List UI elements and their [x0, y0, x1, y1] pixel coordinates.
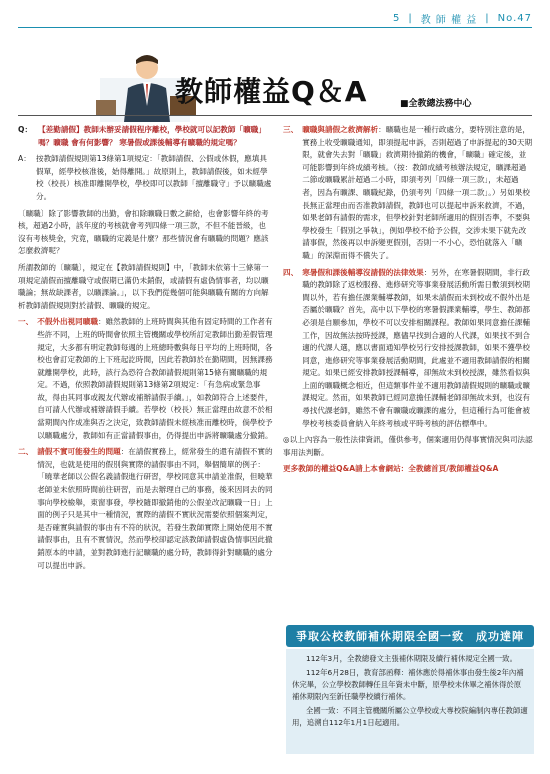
answer-paragraph: 〔曠職〕除了影響教師的出勤，會扣除曠職日數之薪給，也會影響年終的考核，超過2小時，該年度的考核就會考列四條一項三款，不但不能晉級，也沒有考核獎金，究竟，曠職的定義是什麼？那些情況會有曠職的問題？應該怎麼救濟呢？	[18, 208, 269, 256]
news-box	[286, 649, 534, 754]
section-number: 二、	[18, 447, 34, 457]
left-column	[18, 124, 273, 572]
answer-label: A：	[18, 154, 31, 164]
header-separator: |	[485, 13, 490, 24]
header-rule	[18, 27, 532, 28]
disclaimer-note: ◎以上內容為一般性法律資訊，僅供參考，個案適用仍得事實情況與司法認事用法判斷。	[283, 435, 533, 457]
news-paragraph: 全國一致：不同主管機關所屬公立學校或大專校院編制內專任教師適用，追溯自112年1月1日起適用。	[292, 706, 528, 727]
section-text: ：曠職也是一種行政處分，要特別注意的是，實務上收受曠職通知，即須提起申訴，否則超過了申訴提起的30天期限，就會失去對「曠職」救濟期待撤銷的機會，「曠職」確定後，並可能影響到年終成績考核。（按：教師成績考核辦法規定，曠課超過二節或曠職累計超過二小時，即須考列「四條一項三款」，未超過者，因為有曠課、曠職紀錄，仍須考列「四條一項二款」。）另如果校長無正當理由而否准教師請假，教師也可以提起申訴來救濟，不過，如果老師有請假的需求，但學校針對老師所適用的假別否準，不要與學校發生「假別之爭執」，例如學校不給予公假，交涉未果下就先改請事假，然後再以申訴變更假別，否則一不小心，恐怕就落入「曠職」的深淵而得不償失了。	[302, 125, 533, 260]
question-label: Q：	[18, 125, 33, 134]
question	[18, 124, 273, 149]
title-rule	[18, 115, 532, 116]
page-number: 5	[393, 13, 401, 24]
section-heading: 曠職與請假之救濟解析	[302, 125, 379, 134]
header-separator: |	[408, 13, 413, 24]
section-text: ：在請假實務上，經常發生的還有請假不實的情況，也就是使用的假別與實際的請假事由不同，舉個簡單的例子：「曉華老師以公假名義請假進行研習，學校同意其申請並准假，但曉華老師並未依照時間前往研習，而是去辦理自己的事務，後來因同去的同事向學校檢舉，東窗事發，學校隨即撤銷他的公假並改記曠職一日」上面的例子只是其中一種情況，實際的請假不實狀況需要依照個案判定，是否確實與請假的事由有不符的狀況，若發生教師實際上開始使用不實請假事由，且有不實情況，然而學校卻認定該教師請假虛偽情事因此撤銷原本的申請，並對教師進行記曠職的處分時，教師得針對曠職的處分可以提出申訴。	[37, 447, 273, 570]
answer-paragraph: 所謂教師的〔曠職〕，規定在【教師請假規則】中，「教師未依第十三條第一項規定請假而擅離職守或假期已滿仍未銷假，或請假有虛偽情事者，均以曠職論；無故缺課者，以曠課論。」，以下我們從幾個可能與曠職有關的方向解析教師請假規則對於請假、曠職的規定。	[18, 262, 269, 310]
section-heading: 不假外出視同曠職	[37, 317, 98, 327]
section-item	[18, 446, 273, 572]
answer	[18, 153, 273, 203]
news-paragraph: 112年3月，全教總發文主張補休期限及續行補休規定全國一致。	[306, 654, 517, 663]
section-text: ：另外，在寒暑假期間，非行政職的教師除了返校服務、進修研究等事業發展活動所需日數須到校期間以外，若有擔任課業輔導教師，如果未請假而未到校或不假外出是否屬於曠職？首先，高中以下學校的寒暑假課業輔導，學生、教師都必須是自願參加，學校不可以安排相關課程。教師如果同意擔任課輔工作，因故無法按時授課，應儘早找到合適的人代課，如果找不到合適的代課人選，應以書面通知學校另行安排授課教師，如果不獲學校同意，進修研究等事業發展活動期間，此處並不適用教師請假的相關規定。如果已經安排教師授課輔導，卻無故未到校授課，雖然看似與上面的曠職概念相近，但這類事件並不適用教師請假規則的曠職或曠課規定。然而，如果教師已經同意擔任課輔老師卻無故未到，也沒有尋找代課老師，雖然不會有曠職或曠課的處分，但這種行為可能會被學校考核委員會納入年終考核或平時考核的評估標準中。	[302, 267, 530, 428]
news-banner: 爭取公校教師補休期限全國一致 成功達陣	[286, 625, 534, 647]
section-number: 一、	[18, 317, 34, 327]
author-credit: ■全教總法務中心	[400, 99, 472, 109]
section-item	[283, 267, 533, 431]
right-column	[283, 124, 533, 476]
section-heading: 請假不實可能發生的問題	[37, 447, 121, 457]
section-item	[283, 124, 533, 263]
section-name: 教 師 權 益	[420, 15, 478, 26]
header-info	[393, 11, 532, 26]
website-link[interactable]: 更多教師的權益Q&A請上本會網站：全教總首頁/教師權益Q&A	[283, 464, 499, 474]
page-title: 教師權益Q＆A	[175, 75, 368, 108]
section-heading: 寒暑假和課後輔導沒請假的法律效果	[302, 267, 424, 277]
news-paragraph: 112年6月28日，教育部函釋：補休應於得補休事由發生後2年內補休完畢，公立學校教師轉任且年資未中斷，原學校未休畢之補休得於原補休期限內至新任職學校續行補休。	[292, 668, 524, 701]
issue-number: No.47	[497, 13, 532, 24]
section-number: 四、	[283, 267, 299, 277]
section-item	[18, 316, 273, 442]
question-text: 【差勤請假】教師未辦妥請假程序離校，學校就可以記教師「曠職」嗎？曠職 會有何影響？ 寒暑假或課後輔導有曠職的規定嗎？	[38, 125, 266, 147]
section-text: ：雖然教師的上班時間與其他有固定時間的工作者有些許不同，上班的時間會依照主管機關或學校所訂定教師出勤差假管理規定，大多都有明定教師每週的上班總時數與每日平均的上班時間，各校也會訂定教師的上下班起訖時間，因此若教師於在勤期間，因無課務就離開學校，此時，該行為恐符合教師請假規則第15條有關曠職的規定。不過，依照教師請假規則第13條第2項規定：「有急病或緊急事故，得由其同事或親友代辦或補辦請假手續。」，如教師符合上述要件，自可請人代辦或補辦請假手續。若學校（校長）無正當理由故意不於相當期間內作成准與否之決定，致教師請假未經核准而離校時，倘學校予以曠職處分，教師如有正當請假事由，仍得提出申訴將曠職處分撤銷。	[37, 317, 273, 440]
section-number: 三、	[283, 125, 299, 134]
answer-paragraph: 按教師請假規則第13條第1項規定：「教師請假、公假或休假，應填具假單，經學校核准後，始得離開。」故原則上，教師請假後，如未經學校（校長）核准即離開學校，學校即可以教師「擅離職守」予以曠職處分。	[36, 154, 272, 201]
